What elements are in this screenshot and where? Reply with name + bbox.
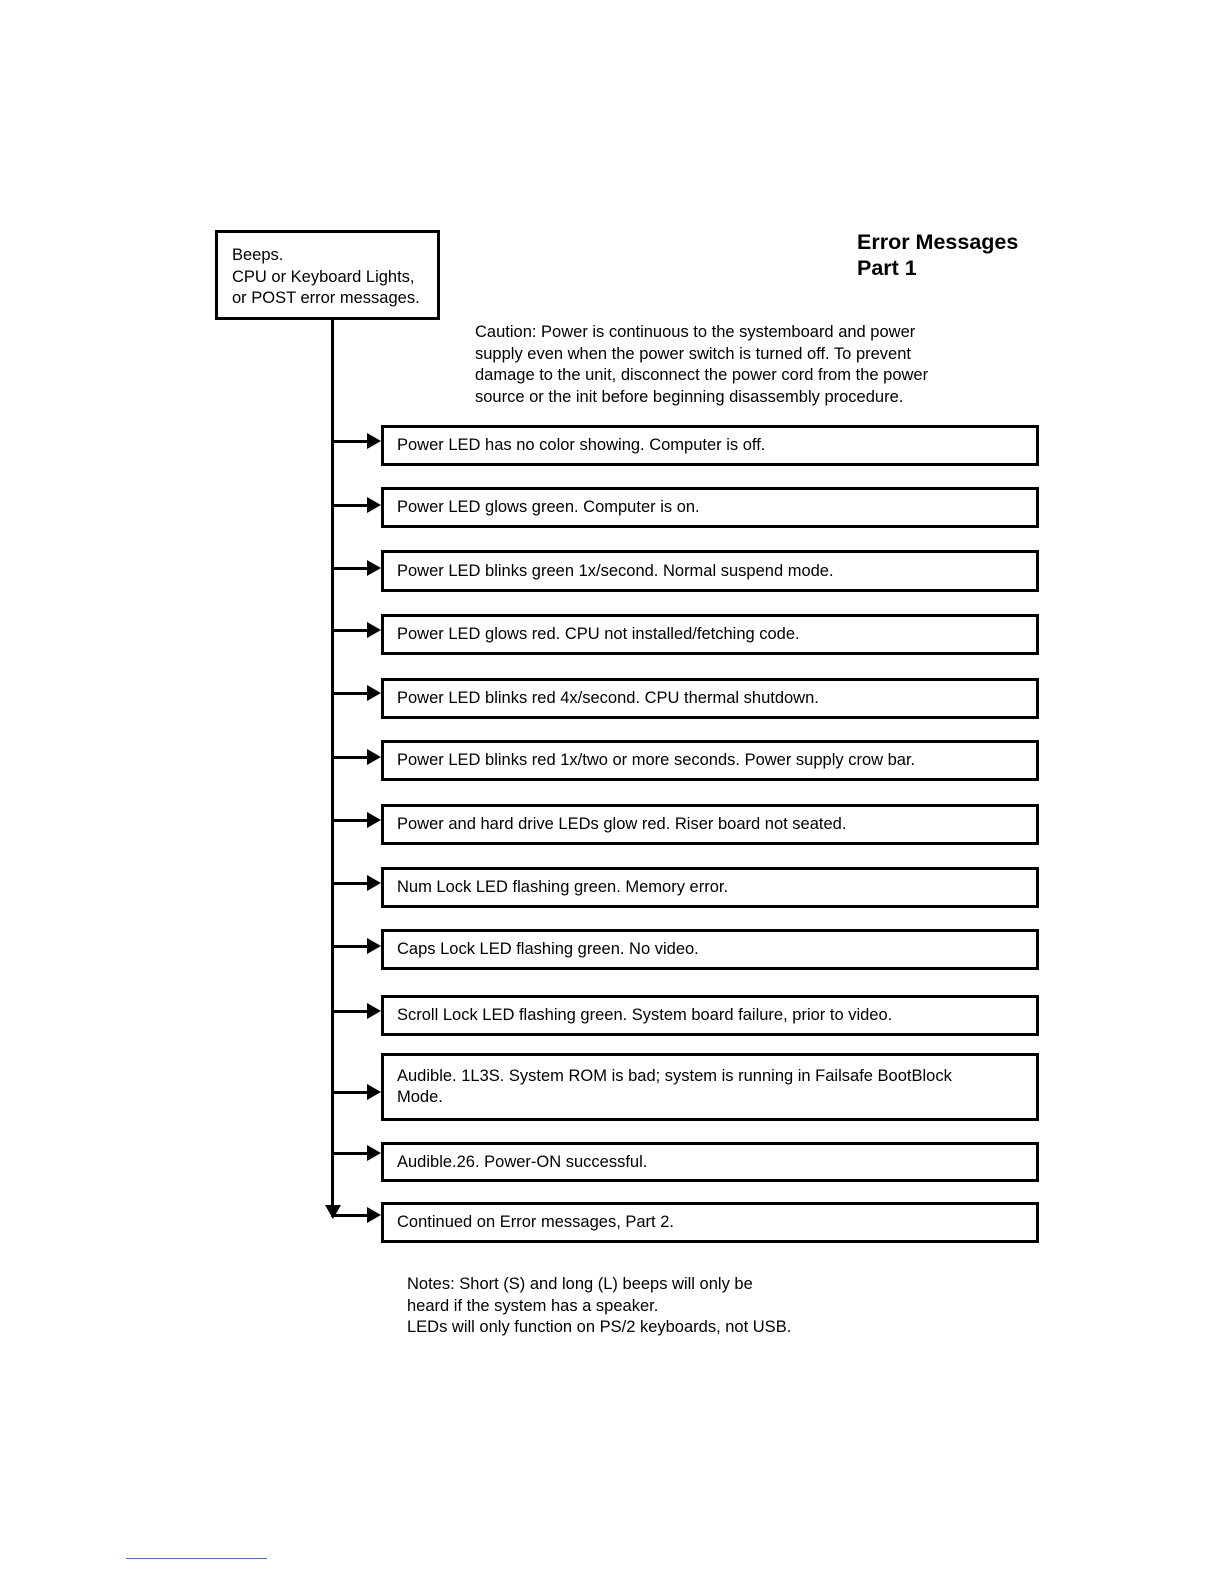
page-title <box>857 229 1018 281</box>
arrow-right-icon <box>367 1084 381 1100</box>
arrow-right-icon <box>367 749 381 765</box>
message-text-line-2: Mode. <box>397 1088 443 1106</box>
message-box-11 <box>381 1053 1039 1121</box>
branch-line-2 <box>331 504 371 507</box>
message-text: Scroll Lock LED flashing green. System board failure, prior to video. <box>397 1006 893 1024</box>
arrow-right-icon <box>367 497 381 513</box>
caution-line-3: damage to the unit, disconnect the power cord from the power <box>475 366 929 384</box>
message-box-4 <box>381 614 1039 655</box>
message-text-line-1: Audible. 1L3S. System ROM is bad; system is running in Failsafe BootBlock <box>397 1067 952 1085</box>
notes-line-1: Notes: Short (S) and long (L) beeps will only be <box>407 1275 753 1293</box>
arrow-right-icon <box>367 1003 381 1019</box>
message-box-3 <box>381 550 1039 592</box>
message-box-2 <box>381 487 1039 528</box>
message-text: Power LED blinks green 1x/second. Normal suspend mode. <box>397 561 834 580</box>
message-box-8 <box>381 867 1039 908</box>
branch-line-11 <box>331 1091 371 1094</box>
arrow-right-icon <box>367 1207 381 1223</box>
message-box-7 <box>381 804 1039 845</box>
message-text: Power LED blinks red 1x/two or more seconds. Power supply crow bar. <box>397 751 916 769</box>
branch-line-13 <box>331 1214 371 1217</box>
arrow-right-icon <box>367 685 381 701</box>
message-text: Continued on Error messages, Part 2. <box>397 1213 674 1231</box>
message-text: Power and hard drive LEDs glow red. Riser board not seated. <box>397 815 847 833</box>
caution-note <box>475 322 995 408</box>
branch-line-4 <box>331 629 371 632</box>
arrow-right-icon <box>367 875 381 891</box>
message-text: Power LED glows red. CPU not installed/fetching code. <box>397 625 800 643</box>
message-box-12 <box>381 1142 1039 1182</box>
footer-rule <box>126 1558 267 1559</box>
message-text: Num Lock LED flashing green. Memory error. <box>397 878 729 896</box>
message-box-6 <box>381 740 1039 781</box>
branch-line-3 <box>331 567 371 570</box>
message-box-13 <box>381 1202 1039 1243</box>
start-box-line-2: CPU or Keyboard Lights, <box>232 267 415 286</box>
message-text: Power LED blinks red 4x/second. CPU thermal shutdown. <box>397 689 819 707</box>
title-line-1: Error Messages <box>857 230 1019 254</box>
message-box-5 <box>381 678 1039 719</box>
caution-line-1: Caution: Power is continuous to the systemboard and power <box>475 323 916 341</box>
flow-trunk-line <box>331 320 334 1206</box>
notes-line-3: LEDs will only function on PS/2 keyboards, not USB. <box>407 1318 792 1336</box>
start-box-line-1: Beeps. <box>232 246 284 264</box>
arrow-right-icon <box>367 622 381 638</box>
message-text: Audible.26. Power-ON successful. <box>397 1152 648 1171</box>
branch-line-1 <box>331 440 371 443</box>
branch-line-8 <box>331 882 371 885</box>
message-box-9 <box>381 929 1039 970</box>
caution-line-4: source or the init before beginning disassembly procedure. <box>475 387 904 406</box>
branch-line-12 <box>331 1152 371 1155</box>
message-box-1 <box>381 425 1039 466</box>
notes-line-2: heard if the system has a speaker. <box>407 1296 659 1315</box>
branch-line-10 <box>331 1010 371 1013</box>
arrow-right-icon <box>367 812 381 828</box>
arrow-right-icon <box>367 938 381 954</box>
title-line-2: Part 1 <box>857 256 917 280</box>
start-box-line-3: or POST error messages. <box>232 289 420 307</box>
caution-line-2: supply even when the power switch is turned off. To prevent <box>475 344 911 363</box>
message-text: Power LED glows green. Computer is on. <box>397 498 700 516</box>
branch-line-9 <box>331 945 371 948</box>
arrow-right-icon <box>367 433 381 449</box>
arrow-right-icon <box>367 1145 381 1161</box>
start-box <box>215 230 440 320</box>
branch-line-5 <box>331 692 371 695</box>
message-text: Power LED has no color showing. Computer is off. <box>397 436 766 454</box>
message-box-10 <box>381 995 1039 1036</box>
branch-line-6 <box>331 756 371 759</box>
message-text: Caps Lock LED flashing green. No video. <box>397 940 699 958</box>
notes <box>407 1274 791 1339</box>
arrow-right-icon <box>367 560 381 576</box>
branch-line-7 <box>331 819 371 822</box>
